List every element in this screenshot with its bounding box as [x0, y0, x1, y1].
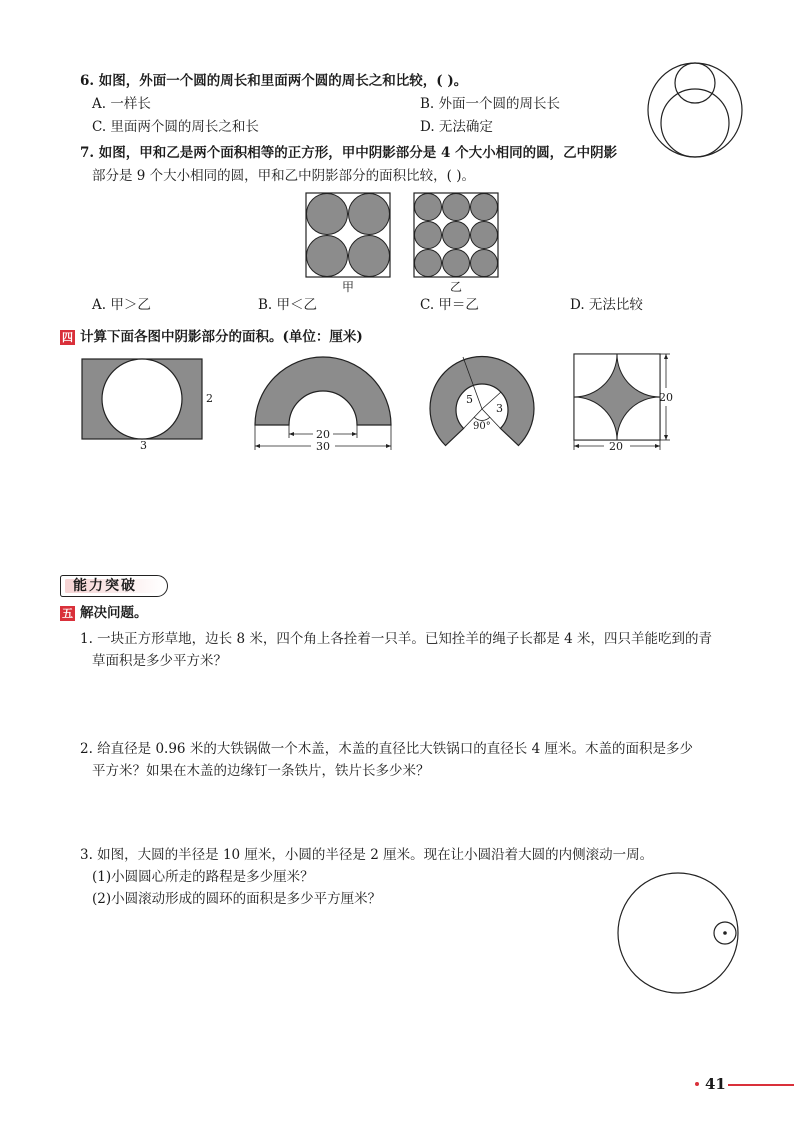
- label-yi: 乙: [450, 280, 463, 294]
- q7-square-yi: [413, 192, 499, 278]
- small-circle-center: [723, 931, 727, 935]
- fig2-inner-label: 20: [316, 428, 330, 441]
- ability-breakthrough-banner: [60, 575, 168, 597]
- section4-title: 计算下面各图中阴影部分的面积。(单位：厘米): [80, 329, 363, 345]
- q7-stem-line1: 7. 如图，甲和乙是两个面积相等的正方形，甲中阴影部分是 4 个大小相同的圆，乙中阴影: [80, 145, 618, 161]
- fig3-angle-label: 90°: [473, 421, 491, 432]
- q6-stem: 6. 如图，外面一个圆的周长和里面两个圆的周长之和比较，( )。: [80, 73, 468, 89]
- small-inner-circle: [675, 63, 715, 103]
- label-jia: 甲: [342, 280, 355, 294]
- problem3-sub2: (2)小圆滚动形成的圆环的面积是多少平方厘米？: [92, 891, 382, 907]
- large-inner-circle: [661, 89, 729, 157]
- q6-option-c: C. 里面两个圆的周长之和长: [92, 119, 259, 135]
- q7-option-a: A. 甲＞乙: [92, 297, 151, 313]
- large-circle: [618, 873, 738, 993]
- fig1-bottom-label: 3: [140, 439, 147, 452]
- section4-number-badge: 四: [62, 331, 73, 344]
- fig3-inner-radius-label: 3: [496, 402, 503, 415]
- problem3-line1: 3. 如图，大圆的半径是 10 厘米，小圆的半径是 2 厘米。现在让小圆沿着大圆的内侧滚动一周。: [80, 847, 654, 863]
- q7-stem-line2: 部分是 9 个大小相同的圆，甲和乙中阴影部分的面积比较，( )。: [92, 168, 475, 184]
- problem1-line1: 1. 一块正方形草地，边长 8 米，四个角上各拴着一只羊。已知拴羊的绳子长都是 4 米，四只羊能吃到的青: [80, 631, 713, 647]
- fig1-side-label: 2: [206, 392, 213, 405]
- fig3-three-quarter-ring: [422, 348, 542, 458]
- section5-number-badge: 五: [62, 607, 73, 620]
- fig4-right-label: 20: [659, 391, 673, 404]
- q6-option-b: B. 外面一个圆的周长长: [420, 96, 561, 112]
- problem2-line1: 2. 给直径是 0.96 米的大铁锅做一个木盖，木盖的直径比大铁锅口的直径长 4 厘米。木盖的面积是多少: [80, 741, 693, 757]
- page-rule: [728, 1084, 794, 1086]
- page-number: 41: [705, 1075, 726, 1093]
- problem3-rolling-circle-figure: [615, 870, 745, 1000]
- banner-title: 能力突破: [73, 578, 137, 594]
- q7-option-c: C. 甲＝乙: [420, 297, 479, 313]
- q7-option-d: D. 无法比较: [570, 297, 643, 313]
- q6-option-a: A. 一样长: [92, 96, 151, 112]
- outer-circle: [648, 63, 742, 157]
- page-dot: [695, 1082, 699, 1086]
- problem2-line2: 平方米？如果在木盖的边缘钉一条铁片，铁片长多少米？: [92, 763, 430, 779]
- q7-option-b: B. 甲＜乙: [258, 297, 318, 313]
- fig3-outer-radius-label: 5: [466, 393, 473, 406]
- fig2-outer-label: 30: [316, 440, 330, 453]
- problem1-line2: 草面积是多少平方米？: [92, 653, 227, 669]
- q6-circles-figure: [645, 60, 745, 160]
- q7-square-jia: [305, 192, 391, 278]
- fig4-bottom-label: 20: [609, 440, 623, 453]
- q6-option-d: D. 无法确定: [420, 119, 493, 135]
- problem3-sub1: (1)小圆圆心所走的路程是多少厘米？: [92, 869, 314, 885]
- section5-title: 解决问题。: [80, 605, 148, 621]
